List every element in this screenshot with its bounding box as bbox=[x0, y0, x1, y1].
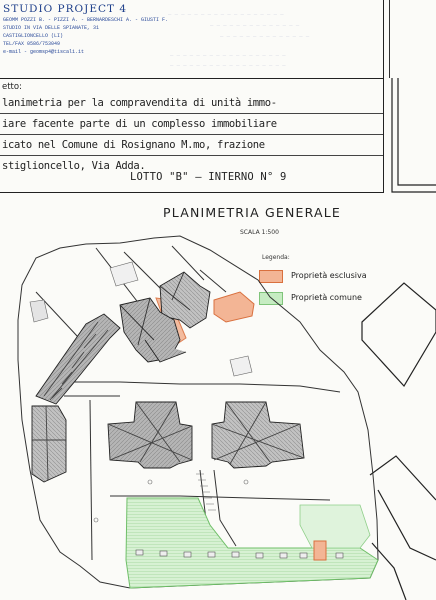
subject-line-3: icato nel Comune di Rosignano M.mo, frazione bbox=[2, 139, 265, 151]
studio-email: e-mail - geomsp4@tiscali.it bbox=[3, 49, 85, 55]
subject-line-1: lanimetria per la compravendita di unità immo- bbox=[2, 97, 277, 109]
common-strip-right bbox=[300, 505, 370, 548]
studio-phone: TEL/FAX 0586/753049 bbox=[3, 41, 61, 47]
legend-label-exclusive: Proprietà esclusiva bbox=[291, 271, 367, 280]
subject-label: etto: bbox=[2, 82, 22, 92]
studio-partners: GEOMM POZZI B. - PIZZI A. - BERNARDESCHI A. - GIUSTI F. bbox=[3, 17, 169, 23]
building-west bbox=[32, 406, 66, 482]
subject-line-2: iare facente parte di un complesso immobiliare bbox=[2, 118, 277, 130]
studio-name: STUDIO PROJECT 4 bbox=[3, 3, 128, 15]
legend-label-common: Proprietà comune bbox=[291, 293, 362, 302]
exclusive-property-unit bbox=[314, 541, 326, 560]
subject-line-4: stiglioncello, Via Adda. bbox=[2, 160, 146, 172]
exclusive-property-area bbox=[214, 292, 254, 322]
legend-title: Legenda: bbox=[262, 254, 290, 261]
lot-number: LOTTO "B" — INTERNO N° 9 bbox=[130, 171, 287, 183]
building-centre-left bbox=[108, 402, 192, 468]
studio-city: CASTIGLIONCELLO (LI) bbox=[3, 33, 64, 39]
plan-scale: SCALA 1:500 bbox=[240, 229, 279, 236]
plan-title: PLANIMETRIA GENERALE bbox=[163, 205, 342, 220]
neighbouring-buildings bbox=[362, 78, 436, 600]
studio-address: STUDIO IN VIA DELLE SPIANATE, 31 bbox=[3, 25, 100, 31]
studio-title-block: STUDIO PROJECT 4 GEOMM POZZI B. - PIZZI A. - BERNARDESCHI A. - GIUSTI F. STUDIO IN VIA DELLE SPIANATE, 31 CASTIGLIONCELLO (LI) TEL/FAX 0586/753049 e-mail - geomsp4@tiscali.it — — — — — — — — — — — — — — — — — — — — — — — — — — — — — — — — — — — — — — — — — — — — — — — — — — — — — — — — — — — — — — — — — — — — — — — — — — — — — — — — — — bbox=[0, 0, 384, 79]
building-north-east bbox=[120, 272, 210, 362]
building-centre-right bbox=[212, 402, 304, 468]
building-north-west-wing bbox=[36, 314, 120, 404]
